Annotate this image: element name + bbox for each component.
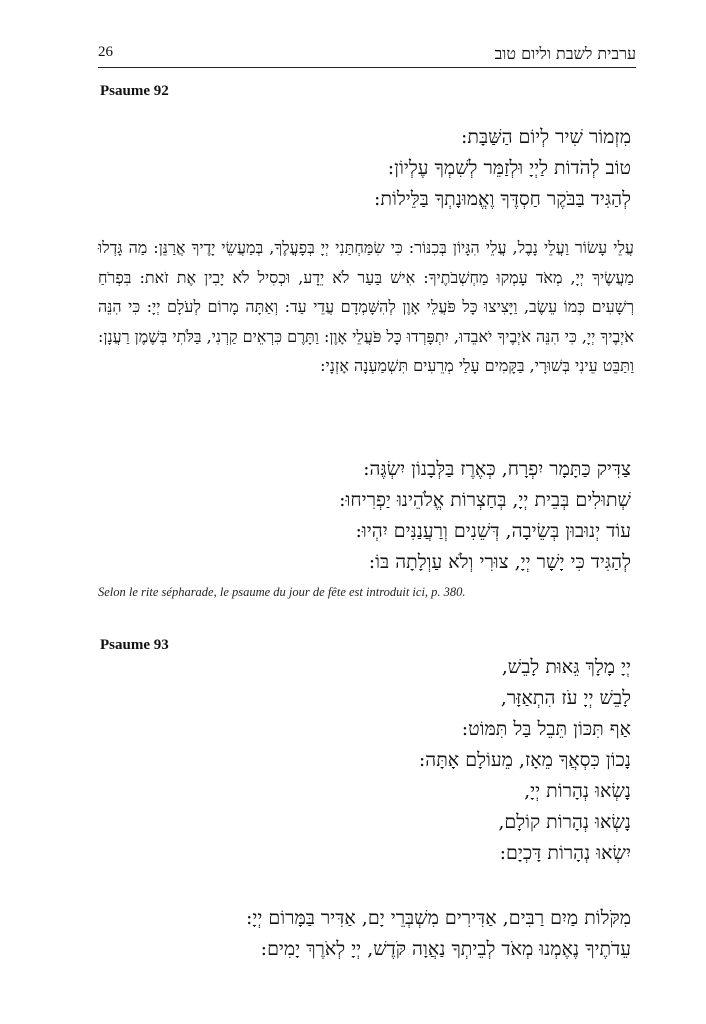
verse-line: יִשְׂאוּ נְהָרוֹת דָּכְיָם: (499, 842, 631, 864)
verse-line: שְׁתוּלִים בְּבֵית יְיָ, בְּחַצְרוֹת אֱלֹהֵינוּ יַפְרִיחוּ: (339, 489, 631, 511)
verse-line: מִקֹּלוֹת מַיִם רַבִּים, אַדִּירִים מִשְׁבְּרֵי יָם, אַדִּיר בַּמָּרוֹם יְיָ: (245, 907, 631, 929)
verse-line: לְהַגִּיד כִּי יָשָׁר יְיָ, צוּרִי וְלֹא עַוְלָתָה בּוֹ: (368, 551, 631, 573)
verse-line: טוֹב לְהֹדוֹת לַיְיָ וּלְזַמֵּר לְשִׁמְךָ עֶלְיוֹן: (387, 157, 631, 179)
page-number: 26 (98, 44, 113, 60)
psalm-93-label: Psaume 93 (100, 637, 169, 653)
running-title: ערבית לשבת וליום טוב (494, 44, 636, 63)
verse-line: יְיָ מָלָךְ גֵּאוּת לָבֵשׁ, (501, 656, 631, 678)
page-header (98, 44, 636, 68)
psalm-92-opening-verses (91, 122, 631, 215)
verse-line: אַף תִּכּוֹן תֵּבֵל בַּל תִּמּוֹט: (461, 718, 631, 740)
verse-line: לְהַגִּיד בַּבֹּקֶר חַסְדֶּךָ וֶאֱמוּנָתְךָ בַּלֵּילוֹת: (374, 188, 631, 210)
rite-note: Selon le rite sépharade, le psaume du jour de fête est introduit ici, p. 380. (98, 585, 466, 599)
header-rule (98, 67, 636, 68)
verse-line: נָשְׂאוּ נְהָרוֹת קוֹלָם, (498, 811, 631, 833)
verse-line: צַדִּיק כַּתָּמָר יִפְרָח, כְּאֶרֶז בַּלְּבָנוֹן יִשְׂגֶּה: (363, 458, 631, 480)
verse-line: מִזְמוֹר שִׁיר לְיוֹם הַשַּׁבָּת: (460, 126, 631, 148)
verse-line: לָבֵשׁ יְיָ עֹז הִתְאַזָּר, (500, 687, 631, 709)
psalm-92-label: Psaume 92 (100, 83, 169, 99)
psalm-93-closing-verses (71, 903, 631, 965)
verse-line: נָשְׂאוּ נְהָרוֹת יְיָ, (524, 780, 631, 802)
verse-line: עוֹד יְנוּבוּן בְּשֵׂיבָה, דְּשֵׁנִים וְרַעֲנַנִּים יִהְיוּ: (355, 520, 631, 542)
verse-line: נָכוֹן כִּסְאֲךָ מֵאָז, מֵעוֹלָם אָתָּה: (418, 749, 631, 771)
psalm-93-verses (91, 652, 631, 869)
psalm-92-closing-verses (91, 454, 631, 578)
verse-line: עֵדֹתֶיךָ נֶאֶמְנוּ מְאֹד לְבֵיתְךָ נַאֲוָה קֹּדֶשׁ, יְיָ לְאֹרֶךְ יָמִים: (260, 938, 631, 960)
psalm-92-paragraph: עֲלֵי עָשׂוֹר וַעֲלֵי נָבֶל, עֲלֵי הִגָּיוֹן בְּכִנּוֹר: כִּי שִׂמַּחְתַּנִי יְיָ בְּפָעֳלֶךָ, בְּמַעֲשֵׂי יָדֶיךָ אֲרַנֵּן: מַה גָּדְלוּ מַעֲשֶׂיךָ יְיָ, מְאֹד עָמְקוּ מַחְשְׁבֹתֶיךָ: אִישׁ בַּעַר לֹא יֵדָע, וּכְסִיל לֹא יָבִין אֶת זֹאת: בִּפְרֹחַ רְשָׁעִים כְּמוֹ עֵשֶׂב, וַיָּצִיצוּ כָּל פֹּעֲלֵי אָוֶן לְהִשָּׁמְדָם עֲדֵי עַד: וְאַתָּה מָרוֹם לְעֹלָם יְיָ: כִּי הִנֵּה אֹיְבֶיךָ יְיָ, כִּי הִנֵּה אֹיְבֶיךָ יֹאבֵדוּ, יִתְפָּרְדוּ כָּל פֹּעֲלֵי אָוֶן: וַתָּרֶם כִּרְאֵים קַרְנִי, בַּלֹּתִי בְּשֶׁמֶן רַעֲנָן: וַתַּבֵּט עֵינִי בְּשׁוּרָי, בַּקָּמִים עָלַי מְרֵעִים תִּשְׁמַעְנָה אָזְנָי: (98, 238, 634, 375)
